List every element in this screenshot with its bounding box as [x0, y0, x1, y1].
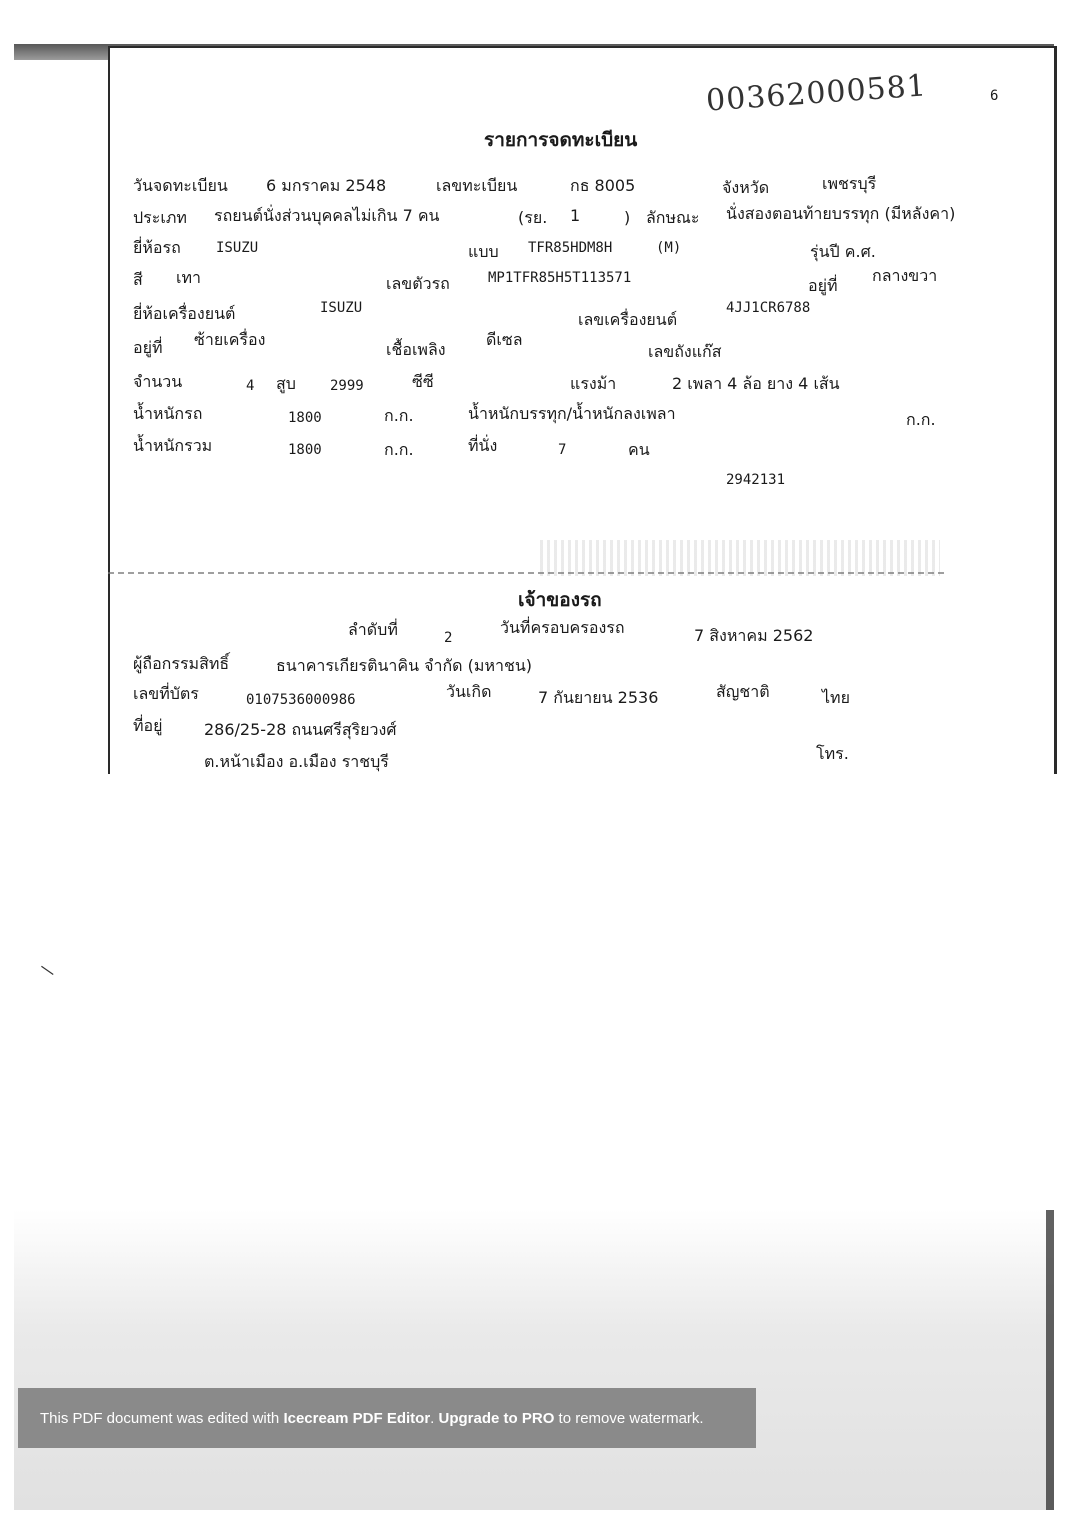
- nationality-label: สัญชาติ: [716, 682, 770, 701]
- brand: ISUZU: [216, 240, 259, 256]
- total-weight-label: น้ำหนักรวม: [133, 436, 213, 455]
- owner-seq: 2: [444, 630, 453, 646]
- dob-label: วันเกิด: [446, 682, 492, 701]
- address-label: ที่อยู่: [133, 716, 163, 735]
- seats: 7: [558, 442, 567, 458]
- type-code-open: (รย.: [518, 208, 548, 227]
- watermark-banner: [18, 1388, 756, 1448]
- load-unit: ก.ก.: [906, 410, 936, 429]
- possession-label: วันที่ครอบครองรถ: [500, 618, 625, 637]
- province-label: จังหวัด: [722, 178, 770, 197]
- model-label: แบบ: [468, 242, 499, 261]
- gas-tank-label: เลขถังแก๊ส: [648, 342, 722, 361]
- type-code: 1: [570, 206, 581, 225]
- owner-title: เจ้าของรถ: [518, 589, 602, 611]
- type-label: ประเภท: [133, 208, 187, 227]
- count-label: จำนวน: [133, 372, 183, 391]
- phone-label: โทร.: [816, 744, 849, 763]
- id-label: เลขที่บัตร: [133, 684, 199, 703]
- hp-label: แรงม้า: [570, 374, 617, 393]
- cc-label: ซีซี: [412, 372, 434, 391]
- id-number: 0107536000986: [246, 692, 356, 708]
- watermark-dot: .: [430, 1409, 435, 1427]
- seats-unit: คน: [628, 440, 650, 459]
- engine-brand-label: ยี่ห้อเครื่องยนต์: [133, 304, 236, 323]
- weight-label: น้ำหนักรถ: [133, 404, 203, 423]
- axles-wheels: 2 เพลา 4 ล้อ ยาง 4 เส้น: [672, 374, 840, 393]
- load-label: น้ำหนักบรรทุก/น้ำหนักลงเพลา: [468, 404, 676, 423]
- scan-edge-right: [1046, 1210, 1054, 1510]
- cylinder-count: 4: [246, 378, 255, 394]
- holder-name: ธนาคารเกียรตินาคิน จำกัด (มหาชน): [276, 656, 533, 675]
- engine-brand: ISUZU: [320, 300, 363, 316]
- color: เทา: [176, 268, 201, 287]
- province: เพชรบุรี: [822, 174, 877, 193]
- holder-label: ผู้ถือกรรมสิทธิ์: [133, 654, 230, 673]
- engine-no-label: เลขเครื่องยนต์: [578, 310, 678, 329]
- engine-location: ซ้ายเครื่อง: [194, 330, 266, 349]
- section-divider: [108, 572, 944, 580]
- fuel-label: เชื้อเพลิง: [386, 340, 446, 359]
- scan-shading-bottom: [14, 1210, 1054, 1510]
- reg-date: 6 มกราคม 2548: [266, 176, 387, 195]
- chassis-label: เลขตัวรถ: [386, 274, 450, 293]
- reg-no-label: เลขทะเบียน: [436, 176, 518, 195]
- scan-mark: —: [35, 957, 61, 982]
- type-code-close: ): [624, 208, 631, 227]
- style-label: ลักษณะ: [646, 208, 700, 227]
- fuel: ดีเซล: [486, 330, 523, 349]
- dob: 7 กันยายน 2536: [538, 688, 659, 707]
- possession-date: 7 สิงหาคม 2562: [694, 626, 814, 645]
- chassis-loc-label: อยู่ที่: [808, 276, 838, 295]
- address-line1: 286/25-28 ถนนศรีสุริยวงศ์: [204, 720, 397, 739]
- vehicle-type: รถยนต์นั่งส่วนบุคคลไม่เกิน 7 คน: [214, 206, 440, 225]
- watermark-upgrade-link[interactable]: Upgrade to PRO: [438, 1409, 555, 1427]
- page-number: 6: [990, 88, 999, 104]
- seats-label: ที่นั่ง: [468, 436, 498, 455]
- engine-loc-label: อยู่ที่: [133, 338, 163, 357]
- scan-smudge: [540, 540, 940, 576]
- watermark-product: Icecream PDF Editor: [283, 1409, 431, 1427]
- weight: 1800: [288, 410, 322, 426]
- reg-no: กธ 8005: [570, 176, 636, 195]
- brand-label: ยี่ห้อรถ: [133, 238, 181, 257]
- watermark-prefix: This PDF document was edited with: [40, 1409, 280, 1427]
- cylinder-label: สูบ: [276, 374, 296, 393]
- watermark-suffix: to remove watermark.: [558, 1409, 704, 1427]
- reg-date-label: วันจดทะเบียน: [133, 176, 228, 195]
- total-weight: 1800: [288, 442, 322, 458]
- registration-title: รายการจดทะเบียน: [484, 129, 638, 151]
- nationality: ไทย: [822, 688, 850, 707]
- address-line2: ต.หน้าเมือง อ.เมือง ราชบุรี: [204, 752, 389, 771]
- handwritten-number: 00362000581: [705, 68, 928, 119]
- model-suffix: (M): [656, 240, 682, 256]
- reference-number: 2942131: [726, 472, 786, 488]
- weight-unit: ก.ก.: [384, 406, 414, 425]
- seq-label: ลำดับที่: [348, 620, 398, 639]
- chassis-location: กลางขวา: [872, 266, 938, 285]
- model-year-label: รุ่นปี ค.ศ.: [810, 242, 876, 261]
- color-label: สี: [133, 270, 143, 289]
- engine-number: 4JJ1CR6788: [726, 300, 811, 316]
- vehicle-style: นั่งสองตอนท้ายบรรทุก (มีหลังคา): [726, 204, 956, 223]
- chassis-number: MP1TFR85H5T113571: [488, 270, 632, 286]
- model: TFR85HDM8H: [528, 240, 613, 256]
- total-weight-unit: ก.ก.: [384, 440, 414, 459]
- cc-value: 2999: [330, 378, 364, 394]
